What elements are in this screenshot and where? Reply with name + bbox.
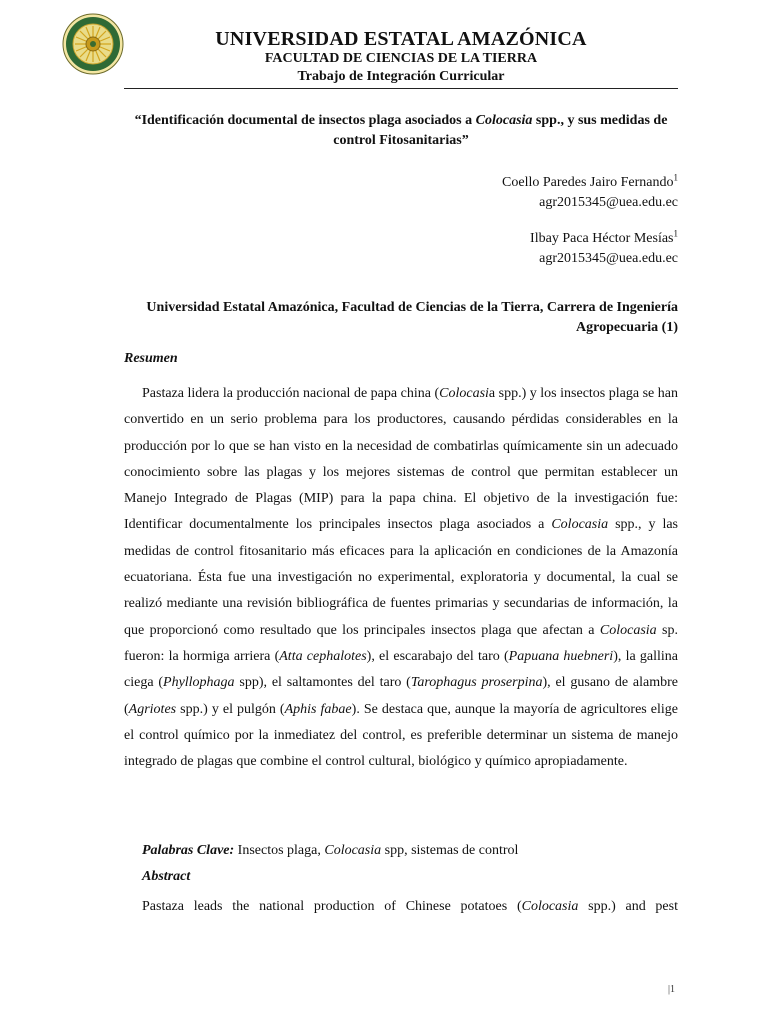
university-name: UNIVERSIDAD ESTATAL AMAZÓNICA [215,28,587,50]
author-email: agr2015345@uea.edu.ec [539,251,678,266]
document-header [124,28,678,86]
paper-title: “Identificación documental de insectos plaga asociados a Colocasia spp., y sus medidas de control Fitosanitarias” [134,113,668,148]
abstract-heading: Abstract [142,869,191,884]
university-seal-logo [62,13,124,75]
resumen-body: Pastaza lidera la producción nacional de papa china (Colocasia spp.) y los insectos plaga se han convertido en un serio problema para los productores, causando pérdidas considerables en la producción por lo que se han visto en la necesidad de combatirlas químicamente sin un adecuado conocimiento sobre las plagas y los mejores sistemas de control que permitan establecer un Manejo Integrado de Plagas (MIP) para la papa china. El objetivo de la investigación fue: Identificar documentalmente los principales insectos plaga asociados a Colocasia spp., y las medidas de control fitosanitario más eficaces para la aplicación en condiciones de la Amazonía ecuatoriana. Ésta fue una investigación no experimental, exploratoria y documental, la cual se realizó mediante una revisión bibliográfica de fuentes primarias y secundarias de información, la que proporcionó como resultado que los principales insectos plaga que afectan a Colocasia sp. fueron: la hormiga arriera (Atta cephalotes), el escarabajo del taro (Papuana huebneri), la gallina ciega (Phyllophaga spp), el saltamontes del taro (Tarophagus proserpina), el gusano de alambre (Agriotes spp.) y el pulgón (Aphis fabae). Se destaca que, aunque la mayoría de agricultores elige el control químico por la inmediatez del control, es preferible determinar un sistema de manejo integrado de plagas que combine el control cultural, biológico y químico apropiadamente. [124,386,679,770]
abstract-body: Pastaza leads the national production of Chinese potatoes (Colocasia spp.) and pest [142,899,678,914]
resumen-heading: Resumen [124,351,178,366]
page-number: |1 [668,984,676,995]
author-email: agr2015345@uea.edu.ec [539,195,678,210]
author-name: Coello Paredes Jairo Fernando$^1$ [502,172,678,190]
affiliation: Universidad Estatal Amazónica, Facultad de Ciencias de la Tierra, Carrera de Ingeniería Agropecuaria (1) [146,300,678,335]
faculty-name: FACULTAD DE CIENCIAS DE LA TIERRA [264,51,538,66]
author-name: Ilbay Paca Héctor Mesías$^1$ [530,228,678,246]
work-type: Trabajo de Integración Curricular [297,69,505,84]
header-divider [124,88,678,89]
keywords: Palabras Clave: Insectos plaga, Colocasia spp, sistemas de control [142,843,519,858]
author-list [502,173,678,269]
